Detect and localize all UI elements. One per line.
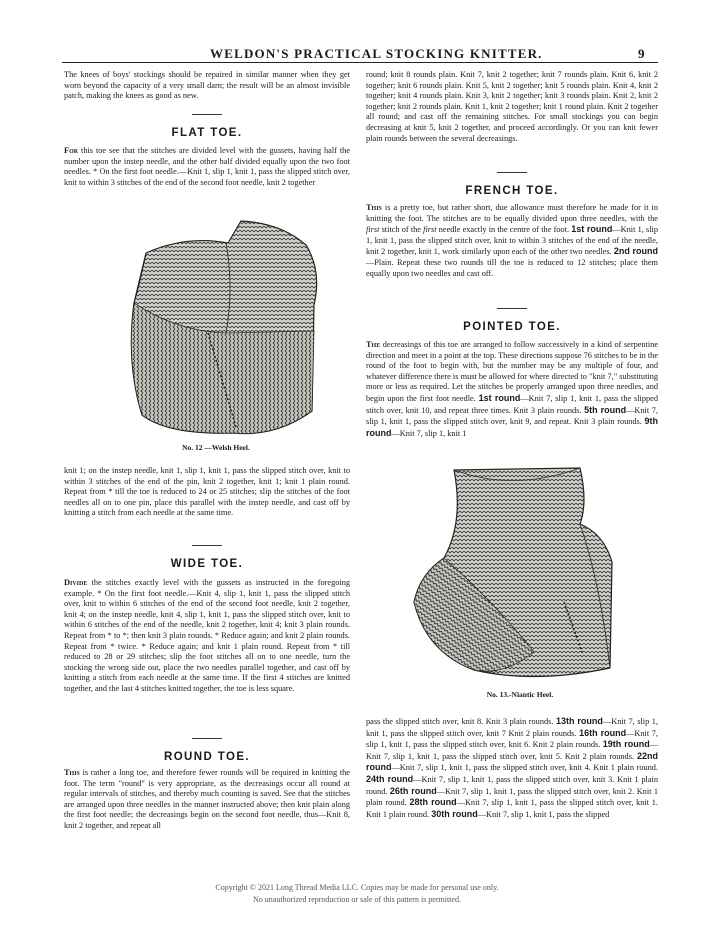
round-label: 28th round bbox=[409, 797, 457, 808]
drop-word: This bbox=[366, 203, 382, 212]
round-toe-continued: round; knit 8 rounds plain. Knit 7, knit 2 together; knit 7 rounds plain. Knit 6, knit 2 together; knit 6 rounds plain. Knit 5, knit 2 together; knit 5 rounds plain. Knit 4, knit 2 together; knit 4 rounds plain. Knit 3, knit 2 together; knit 3 rounds plain. Knit 2, knit 2 together; knit 2 rounds plain. Knit 1, knit 2 together; knit 1 round plain. Knit 2 together all round; and cast off the remaining stitches. For small stockings you can begin decreasing at knit 5, knit 2 together, and proceed accordingly. Or you can knit fewer plain rounds between the several decreasings. bbox=[366, 70, 658, 143]
running-title: WELDON'S PRACTICAL STOCKING KNITTER. bbox=[210, 46, 543, 61]
round-label: 26th round bbox=[389, 785, 437, 796]
niantic-heel-illustration bbox=[404, 462, 630, 688]
round-label: 19th round bbox=[602, 739, 650, 750]
copyright-footer bbox=[0, 882, 714, 906]
figure-12-caption: No. 12 —Welsh Heel. bbox=[182, 443, 250, 452]
pointed-toe-continued: pass the slipped stitch over, knit 8. Knit 3 plain rounds. 13th round—Knit 7, slip 1, knit 1, pass the slipped stitch over, knit 7 Knit 2 plain rounds. 16th round—Knit 7, slip 1, knit 1, pass the slipped stitch over, knit 6. Knit 2 plain rounds. 19th round—Knit 7, slip 1, knit 1, pass the slipped stitch over, knit 5. Knit 2 plain rounds. 22nd round—Knit 7, slip 1, knit 1, pass the slipped stitch over, knit 4. Knit 1 plain round. 24th round—Knit 7, slip 1, knit 1, pass the slipped stitch over, knit 3. Knit 1 plain round. 26th round—Knit 7, slip 1, knit 1, pass the slipped stitch over, knit 2. Knit 1 plain round. 28th round—Knit 7, slip 1, knit 1, pass the slipped stitch over, knit 1. Knit 1 plain round. 30th round—Knit 7, slip 1, knit 1, pass the slipped bbox=[366, 716, 659, 819]
round-toe-heading: ROUND TOE. bbox=[64, 738, 350, 763]
section-divider bbox=[192, 545, 222, 546]
french-toe-text: This is a pretty toe, but rather short, due allowance must therefore be made for it in knitting the foot. The stitches are to be equally divided upon three needles, with the first stitch of the first needle exactly in the centre of the foot. 1st round—Knit 1, slip 1, knit 1, pass the slipped stitch over, knit to within 3 stitches of the end of the needle, knit 2 together, knit 1, work similarly upon each of the other two needles. 2nd round—Plain. Repeat these two rounds till the toe is reduced to 12 stitches; place them equally upon two needles and cast off. bbox=[366, 203, 659, 278]
section-divider bbox=[192, 114, 222, 115]
french-toe-heading: FRENCH TOE. bbox=[366, 172, 658, 197]
round-label: 5th round bbox=[584, 404, 627, 415]
flat-toe-continued: knit 1; on the instep needle, knit 1, slip 1, knit 1, pass the slipped stitch over, knit to within 3 stitches of the end of the pin, knit 2 together, knit 1; knit 1 plain round. Repeat from * till the toe is reduced to 24 or 25 stitches; slip the stitches of the foot needles all on to one pin, place this parallel with the instep needle, and cast off by knitting a stitch from each needle at the same time. bbox=[64, 466, 350, 518]
round-toe-text: This is rather a long toe, and therefore fewer rounds will be required in knitting the foot. The term "round" is very appropriate, as the decreasings occur all round at regular intervals of stitches, and thereby much counting is saved. See that the stitches are arranged upon three needles in the manner instructed above; then knit plain along the first foot needle; the decreasings begin on the second foot needle, thus—Knit 8, knit 2 together, and repeat all bbox=[64, 768, 350, 830]
section-divider bbox=[192, 738, 222, 739]
drop-word: For bbox=[64, 146, 79, 155]
wide-toe-text: Divide the stitches exactly level with the gussets as instructed in the foregoing example. * On the first foot needle.—Knit 4, slip 1, knit 1, pass the slipped stitch over, knit to within 6 stitches of the end of the second foot needle, knit 2 together, knit 4; on the instep needle, knit 4, slip 1, knit 1, pass the slipped stitch over, knit to within 6 stitches of the end of the needle, knit 2 together, knit 4; knit 3 plain rounds. Repeat from * to *; then knit 3 plain rounds. * Reduce again; and knit 2 plain rounds. Repeat from * twice. * Reduce again; and knit 1 plain round. Repeat from * till reduced to 28 or 29 stitches; slip the foot stitches all on to one needle, turn the stocking the wrong side out, place the two needles parallel together, and cast off by knitting a stitch from each needle at the same time. If the first 4 stitches are knitted together, and the last 4 stitches knitted together, the toe is less square. bbox=[64, 578, 350, 693]
drop-word: Divide bbox=[64, 578, 88, 587]
round-label: 1st round bbox=[571, 224, 613, 235]
figure-13-caption: No. 13.-Niantic Heel. bbox=[486, 690, 554, 699]
pointed-toe-text: The decreasings of this toe are arranged to follow successively in a kind of serpentine direction and meet in a point at the top. These directions suppose 76 stitches to be in the round of the foot to begin with, but the number may be any multiple of four, and whatever difference there is must be allowed for where directed to "knit 7," substituting more or less as required. Let the stitches be properly arranged upon three needles, and begin upon the first foot needle. 1st round—Knit 7, slip 1, knit 1, pass the slipped stitch over, knit 10, and repeat three times. Knit 3 plain rounds. 5th round—Knit 7, slip 1, knit 1, pass the slipped stitch over, knit 9, and repeat. Knit 3 plain rounds. 9th round—Knit 7, slip 1, knit 1 bbox=[366, 340, 659, 438]
pointed-toe-heading: POINTED TOE. bbox=[366, 308, 658, 333]
section-divider bbox=[497, 172, 527, 173]
round-label: 9th round bbox=[366, 416, 658, 438]
round-label: 22nd round bbox=[366, 750, 658, 773]
drop-word: The bbox=[366, 340, 381, 349]
intro-paragraph: The knees of boys' stockings should be repaired in similar manner when they get worn beyond the capacity of a very small darn; the result will be an almost invisible patch, making the knees as good as new. bbox=[64, 70, 350, 101]
reproduction-notice: No unauthorized reproduction or sale of this pattern is permitted. bbox=[253, 895, 461, 904]
flat-toe-heading: FLAT TOE. bbox=[64, 114, 350, 139]
copyright-line: Copyright © 2021 Long Thread Media LLC. Copies may be made for personal use only. bbox=[215, 883, 499, 892]
section-divider bbox=[497, 308, 527, 309]
drop-word: This bbox=[64, 768, 80, 777]
round-label: 13th round bbox=[555, 716, 603, 726]
round-label: 1st round bbox=[478, 392, 521, 403]
wide-toe-heading: WIDE TOE. bbox=[64, 545, 350, 570]
header-rule bbox=[62, 62, 658, 63]
round-label: 16th round bbox=[579, 727, 627, 738]
welsh-heel-illustration bbox=[116, 213, 332, 440]
round-label: 30th round bbox=[431, 808, 478, 819]
round-label: 2nd round bbox=[613, 246, 659, 257]
round-label: 24th round bbox=[366, 773, 414, 784]
flat-toe-text: For this toe see that the stitches are divided level with the gussets, having half the number upon the instep needle, and the other half divided equally upon the two foot needles. * On the first foot needle.—Knit 1, slip 1, knit 1, pass the slipped stitch over, knit to within 3 stitches of the end of the second foot needle, knit 2 together bbox=[64, 146, 350, 187]
page-number: 9 bbox=[638, 46, 645, 61]
